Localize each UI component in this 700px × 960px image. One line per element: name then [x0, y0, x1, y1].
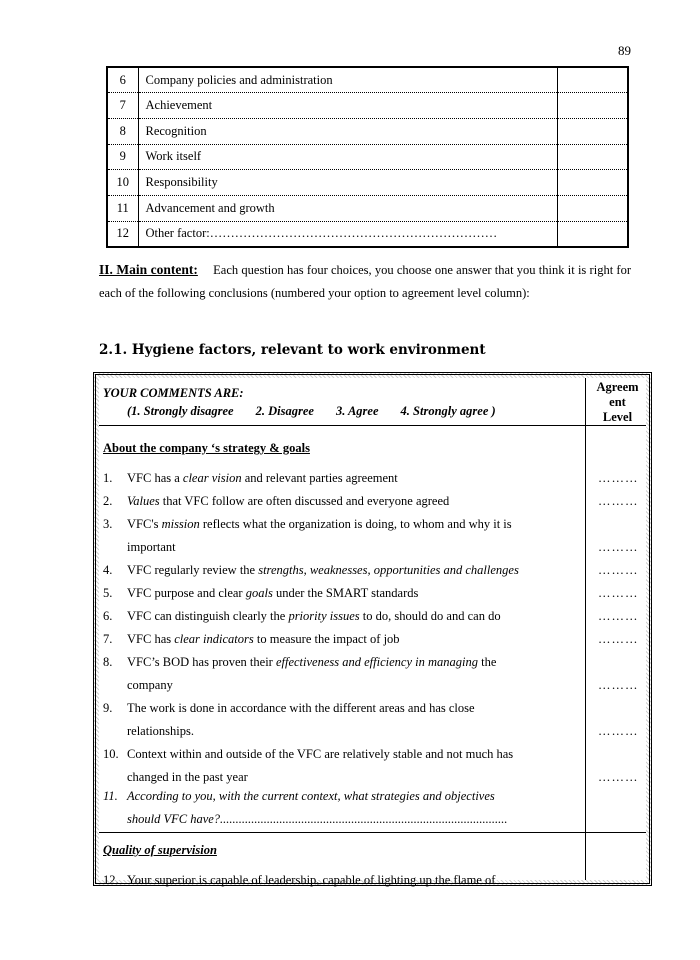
factor-answer-cell[interactable]	[557, 118, 628, 144]
section-title: 2.1. Hygiene factors, relevant to work environment	[99, 342, 486, 358]
factor-label: Achievement	[138, 93, 557, 119]
choice-3: 3. Agree	[335, 404, 379, 418]
factor-row	[107, 144, 628, 170]
factor-number: 6	[107, 67, 138, 93]
answer-dots[interactable]: ………	[598, 632, 639, 646]
factor-answer-cell[interactable]	[557, 144, 628, 170]
factor-number: 12	[116, 226, 129, 241]
question-10: 10. Context within and outside of the VFC are relatively stable and not much has changed in the past year	[103, 747, 514, 784]
agreement-level-header: Agreem ent Level	[596, 380, 639, 424]
factor-row	[107, 67, 628, 93]
comments-header	[103, 384, 518, 420]
factor-number: 8	[107, 118, 138, 144]
question-3: 3. VFC's mission reflects what the organization is doing, to whom and why it is important	[103, 517, 512, 554]
choice-1: (1. Strongly disagree	[127, 404, 234, 418]
factor-table	[106, 66, 629, 248]
answer-dots[interactable]: ………	[598, 494, 639, 508]
factor-answer-cell[interactable]	[557, 170, 628, 196]
factor-label: Advancement and growth	[138, 195, 557, 221]
answer-dots[interactable]: ………	[598, 678, 639, 692]
factor-label: Recognition	[138, 118, 557, 144]
choices-legend	[103, 402, 518, 420]
factor-number: 10	[107, 170, 138, 196]
question-4: 4. VFC regularly review the strengths, weaknesses, opportunities and challenges	[103, 563, 519, 577]
page-number: 89	[618, 43, 631, 58]
question-1: 1. VFC has a clear vision and relevant parties agreement	[103, 471, 398, 485]
question-9: 9. The work is done in accordance with the different areas and has close relationships.	[103, 701, 475, 738]
answer-dots[interactable]: ………	[598, 609, 639, 623]
question-8: 8. VFC’s BOD has proven their effectiveness and efficiency in managing the company	[103, 655, 497, 692]
factor-number: 11	[107, 195, 138, 221]
question-7: 7. VFC has clear indicators to measure the impact of job	[103, 632, 400, 646]
comments-title: YOUR COMMENTS ARE:	[103, 386, 244, 400]
group-title-strategy: About the company ‘s strategy & goals	[103, 441, 310, 455]
factor-label: Work itself	[138, 144, 557, 170]
factor-answer-cell[interactable]	[557, 195, 628, 221]
question-12: 12. Your superior is capable of leadership, capable of lighting up the flame of	[103, 873, 496, 887]
factor-row	[107, 170, 628, 196]
factor-row	[107, 118, 628, 144]
answer-dots[interactable]: ………	[598, 770, 639, 784]
factor-label: Other factor:……………………………………………………………	[138, 221, 557, 247]
group-title-supervision: Quality of supervision	[103, 843, 217, 857]
main-content-heading: II. Main content:	[99, 262, 198, 277]
question-6: 6. VFC can distinguish clearly the priority issues to do, should do and can do	[103, 609, 501, 623]
answer-dots[interactable]: ………	[598, 471, 639, 485]
answer-dots[interactable]: ………	[598, 540, 639, 554]
answer-dots[interactable]: ………	[598, 724, 639, 738]
choice-2: 2. Disagree	[255, 404, 314, 418]
survey-table	[93, 372, 652, 886]
answer-dots[interactable]: ………	[598, 563, 639, 577]
answer-dots[interactable]: ………	[598, 586, 639, 600]
choice-4: 4. Strongly agree )	[400, 404, 496, 418]
factor-row	[107, 195, 628, 221]
factor-answer-cell[interactable]	[557, 67, 628, 93]
main-content-paragraph	[99, 258, 631, 305]
factor-row	[107, 93, 628, 119]
factor-row	[107, 221, 628, 247]
question-5: 5. VFC purpose and clear goals under the SMART standards	[103, 586, 419, 600]
question-2: 2. Values that VFC follow are often discussed and everyone agreed	[103, 494, 450, 508]
main-content-text: Each question has four choices, you choose one answer that you think it is right for each of the following conclusions (numbered your option to agreement level column):	[99, 263, 631, 300]
factor-answer-cell[interactable]	[557, 93, 628, 119]
factor-answer-cell[interactable]	[557, 221, 628, 247]
factor-label: Responsibility	[138, 170, 557, 196]
question-11: 11. According to you, with the current context, what strategies and objectives should VFC have?............................................................................................	[103, 789, 508, 826]
factor-number: 9	[107, 144, 138, 170]
factor-label: Company policies and administration	[138, 67, 557, 93]
factor-number: 7	[107, 93, 138, 119]
